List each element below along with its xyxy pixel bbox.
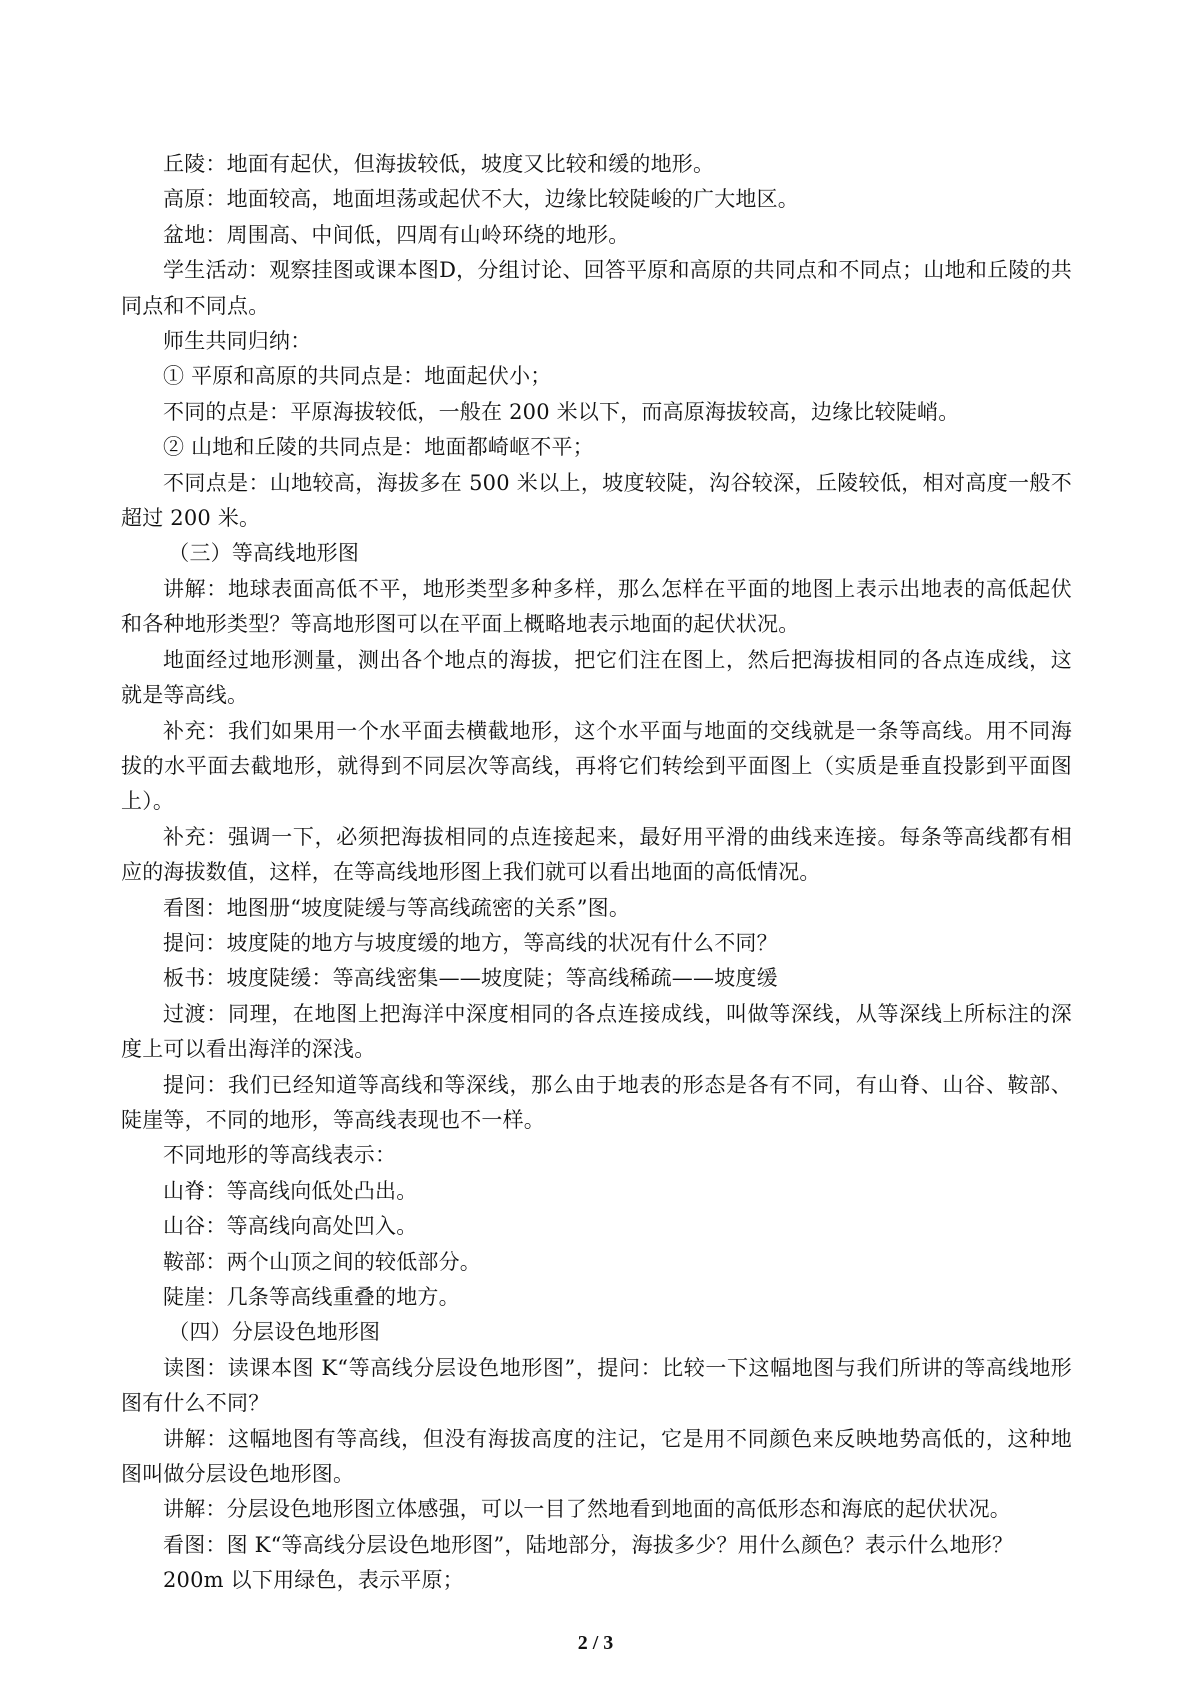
section-heading-layered-color-map: （四）分层设色地形图 (168, 1320, 381, 1345)
paragraph-board-notes: 板书：坡度陡缓：等高线密集——坡度陡；等高线稀疏——坡度缓 (163, 966, 778, 991)
paragraph-explanation-3: 讲解：分层设色地形图立体感强，可以一目了然地看到地面的高低形态和海底的起伏状况。 (163, 1497, 1011, 1522)
paragraph-plateau: 高原：地面较高，地面坦荡或起伏不大，边缘比较陡峻的广大地区。 (163, 187, 799, 212)
paragraph-student-activity: 学生活动：观察挂图或课本图D，分组讨论、回答平原和高原的共同点和不同点；山地和丘陵的共同点和不同点。 (121, 258, 1072, 318)
paragraph-supplement-2: 补充：强调一下，必须把海拔相同的点连接起来，最好用平滑的曲线来连接。每条等高线都有相应的海拔数值，这样，在等高线地形图上我们就可以看出地面的高低情况。 (121, 824, 1072, 885)
paragraph-contour-definition: 地面经过地形测量，测出各个地点的海拔，把它们注在图上，然后把海拔相同的各点连成线，这就是等高线。 (121, 647, 1072, 708)
paragraph-summary-intro: 师生共同归纳： (163, 329, 312, 354)
paragraph-look-at-map-1: 看图：地图册“坡度陡缓与等高线疏密的关系”图。 (163, 895, 631, 920)
paragraph-supplement-1: 补充：我们如果用一个水平面去横截地形，这个水平面与地面的交线就是一条等高线。用不同海拔的水平面去截地形，就得到不同层次等高线，再将它们转绘到平面图上（实质是垂直投影到平面图上）。 (121, 718, 1072, 814)
paragraph-hills: 丘陵：地面有起伏，但海拔较低，坡度又比较和缓的地形。 (163, 152, 715, 176)
paragraph-explanation-2: 讲解：这幅地图有等高线，但没有海拔高度的注记，它是用不同颜色来反映地势高低的，这种地图叫做分层设色地形图。 (121, 1426, 1072, 1487)
paragraph-plain-plateau-difference: 不同的点是：平原海拔较低，一般在 200 米以下，而高原海拔较高，边缘比较陡峭。 (163, 399, 960, 424)
paragraph-look-at-map-2: 看图：图 K“等高线分层设色地形图”，陆地部分，海拔多少？用什么颜色？表示什么地形？ (163, 1532, 1014, 1557)
paragraph-question-2: 提问：我们已经知道等高线和等深线，那么由于地表的形态是各有不同，有山脊、山谷、鞍部、陡崖等，不同的地形，等高线表现也不一样。 (121, 1072, 1072, 1132)
section-heading-contour-map: （三）等高线地形图 (168, 541, 360, 566)
paragraph-plain-plateau-common: ① 平原和高原的共同点是：地面起伏小； (163, 364, 552, 389)
paragraph-ridge: 山脊：等高线向低处凸出。 (163, 1178, 418, 1203)
page-number: 2 / 3 (577, 1632, 614, 1654)
paragraph-read-map: 读图：读课本图 K“等高线分层设色地形图”，提问：比较一下这幅地图与我们所讲的等高线地形图有什么不同？ (121, 1355, 1072, 1416)
paragraph-cliff: 陡崖：几条等高线重叠的地方。 (163, 1285, 460, 1309)
paragraph-valley: 山谷：等高线向高处凹入。 (163, 1214, 418, 1239)
paragraph-terrain-contours-intro: 不同地形的等高线表示： (163, 1143, 397, 1168)
page-body (121, 147, 1072, 1599)
paragraph-mountain-hill-difference: 不同点是：山地较高，海拔多在 500 米以上，坡度较陡，沟谷较深，丘陵较低，相对高度一般不超过 200 米。 (121, 470, 1072, 531)
paragraph-transition: 过渡：同理，在地图上把海洋中深度相同的各点连接成线，叫做等深线，从等深线上所标注的深度上可以看出海洋的深浅。 (121, 1001, 1072, 1062)
paragraph-saddle: 鞍部：两个山顶之间的较低部分。 (163, 1249, 481, 1274)
paragraph-question-1: 提问：坡度陡的地方与坡度缓的地方，等高线的状况有什么不同？ (163, 930, 778, 955)
paragraph-basin: 盆地：周围高、中间低，四周有山岭环绕的地形。 (163, 222, 630, 247)
paragraph-mountain-hill-common: ② 山地和丘陵的共同点是：地面都崎岖不平； (163, 435, 594, 460)
paragraph-green-plain: 200m 以下用绿色，表示平原； (163, 1568, 464, 1593)
paragraph-explanation-1: 讲解：地球表面高低不平，地形类型多种多样，那么怎样在平面的地图上表示出地表的高低起伏和各种地形类型？等高地形图可以在平面上概略地表示地面的起伏状况。 (121, 576, 1072, 637)
